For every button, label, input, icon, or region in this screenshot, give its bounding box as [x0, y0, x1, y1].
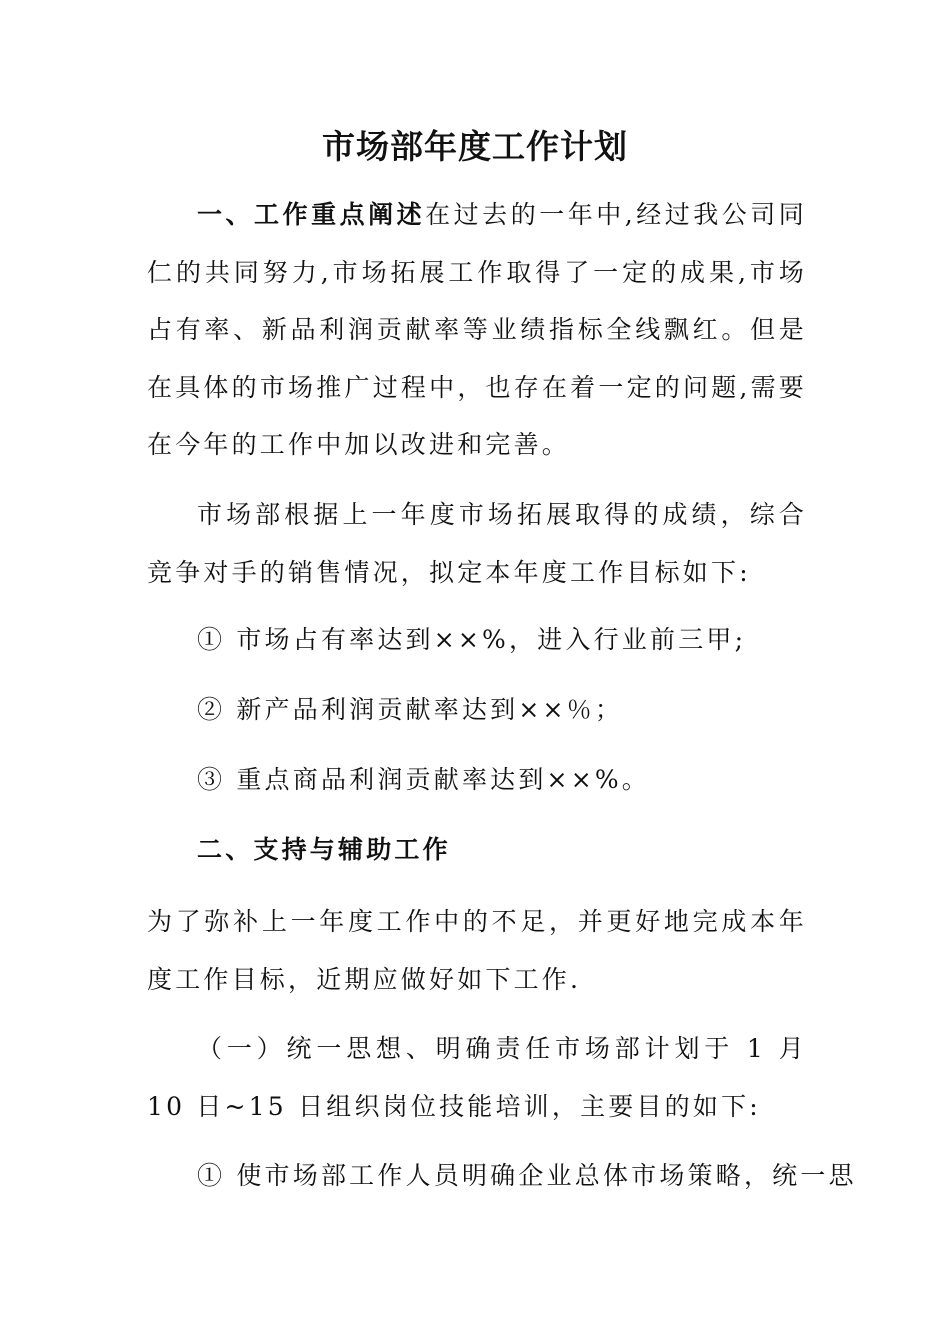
- section1-intro: 在过去的一年中,经过我公司同仁的共同努力,市场拓展工作取得了一定的成果,市场占有率、新品利润贡献率等业绩指标全线飘红。但是在具体的市场推广过程中，也存在着一定的问题,需要在今年的工作中加以改进和完善。: [147, 200, 807, 459]
- support-item-1: （一）统一思想、明确责任市场部计划于 1 月 10 日~15 日组织岗位技能培训，主要目的如下:: [147, 1034, 807, 1121]
- document-title: 市场部年度工作计划: [322, 127, 628, 166]
- target-item-1: ① 市场占有率达到××%，进入行业前三甲;: [197, 625, 747, 654]
- support-item-1-sub-1: ① 使市场部工作人员明确企业总体市场策略，统一思: [197, 1161, 857, 1190]
- section1-paragraph: [147, 186, 807, 474]
- targets-intro: 市场部根据上一年度市场拓展取得的成绩，综合竞争对手的销售情况，拟定本年度工作目标如下:: [147, 500, 807, 587]
- target-item-3: ③ 重点商品利润贡献率达到××%。: [197, 765, 650, 794]
- section1-heading: 一、工作重点阐述: [197, 200, 426, 229]
- section2-intro: 为了弥补上一年度工作中的不足，并更好地完成本年度工作目标，近期应做好如下工作.: [147, 907, 807, 994]
- target-item-2: ② 新产品利润贡献率达到××％；: [197, 695, 624, 724]
- section2-heading: 二、支持与辅助工作: [197, 835, 451, 864]
